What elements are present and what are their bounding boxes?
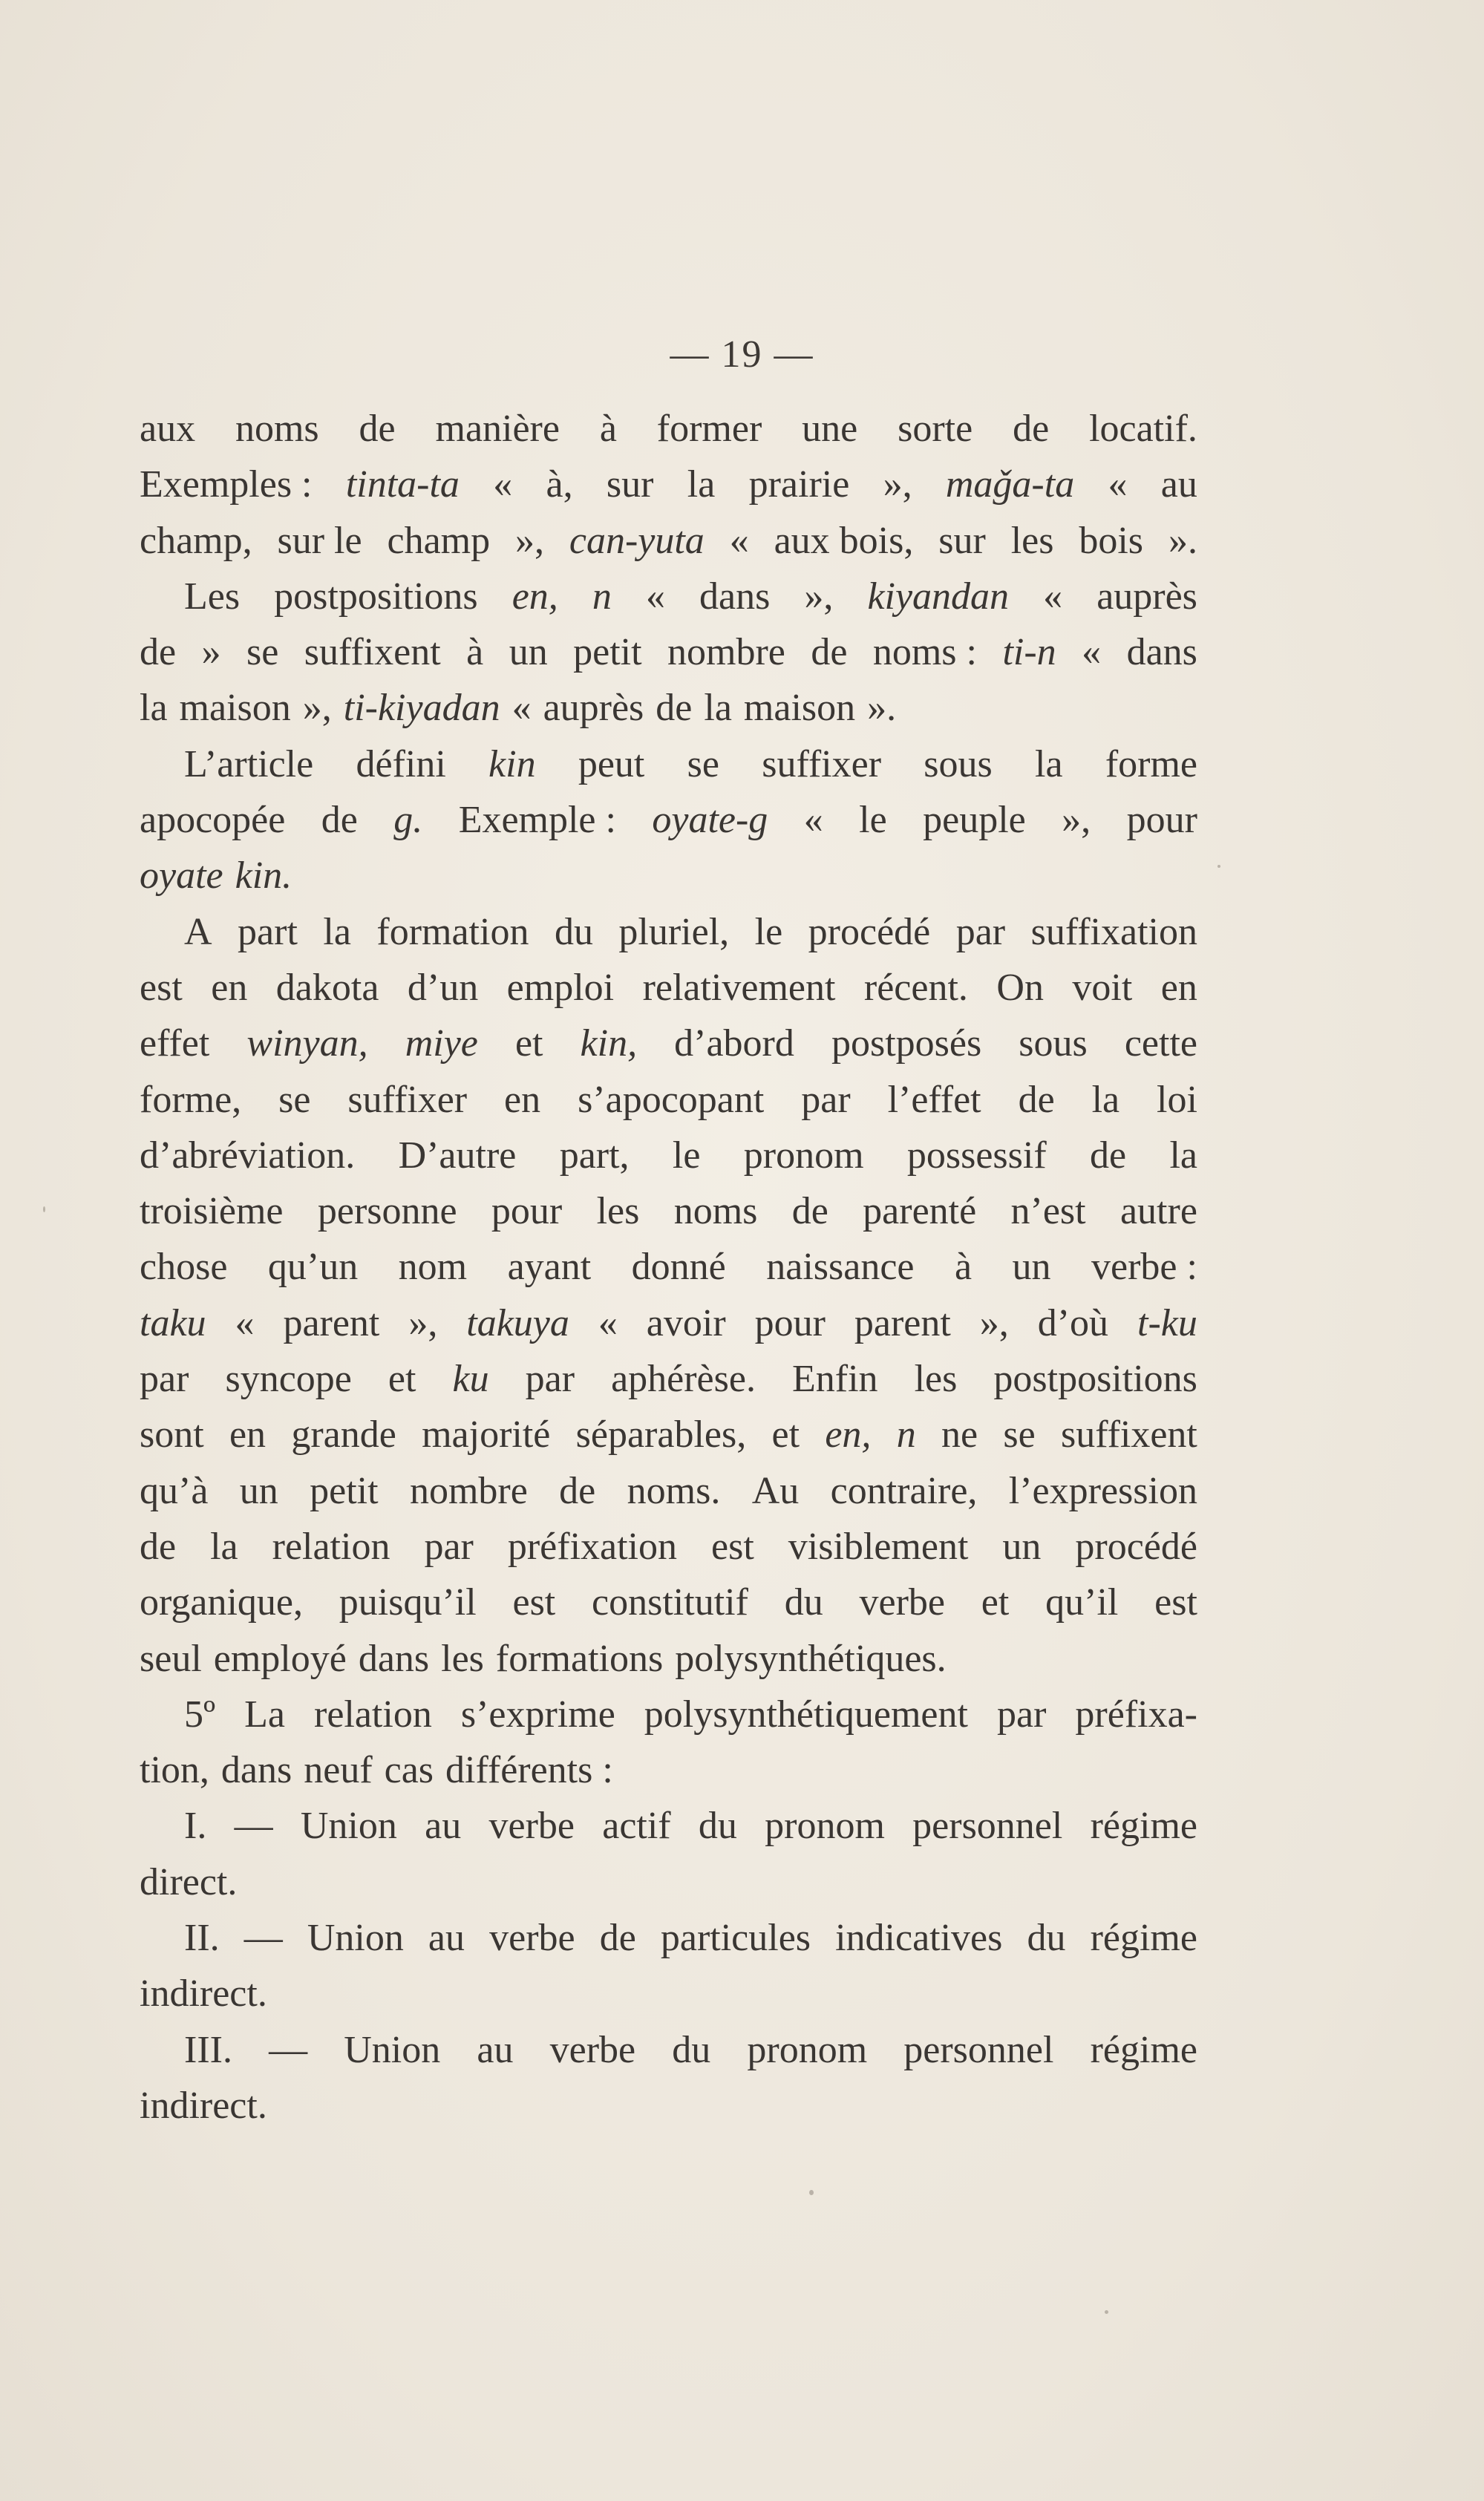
- text-line: [140, 1854, 1197, 1910]
- word: de: [559, 1469, 596, 1512]
- italic-word: g.: [393, 799, 423, 842]
- word: Union: [307, 1917, 404, 1960]
- word: par: [801, 1078, 851, 1121]
- word: le: [672, 1134, 701, 1177]
- word: peut: [578, 742, 645, 785]
- word: sous: [924, 742, 993, 785]
- word: ne: [941, 1413, 978, 1457]
- word: part: [238, 910, 298, 953]
- word: Exemple :: [458, 799, 616, 842]
- text-line: [140, 1910, 1197, 1966]
- word: qu’à: [140, 1469, 209, 1512]
- word: à: [466, 631, 484, 674]
- word: du: [672, 2028, 711, 2071]
- text-line: [140, 680, 1197, 736]
- word: de: [140, 631, 177, 674]
- word: «: [493, 463, 513, 506]
- word: Exemples :: [140, 463, 313, 506]
- word: prairie: [748, 463, 850, 506]
- paper-speck: [1105, 2310, 1108, 2314]
- italic-word: oyate-g: [652, 799, 768, 842]
- word: les: [441, 1637, 484, 1680]
- word: auprès: [1096, 575, 1197, 618]
- word: les: [1010, 519, 1054, 562]
- word: organique,: [140, 1581, 303, 1624]
- word: Au: [751, 1469, 800, 1512]
- word: forme: [1105, 742, 1197, 785]
- italic-word: ti-n: [1002, 631, 1056, 674]
- word: par: [424, 1525, 474, 1568]
- word: tion,: [140, 1749, 209, 1792]
- word: L’article: [184, 742, 314, 785]
- word: »,: [514, 519, 544, 562]
- word: se: [1003, 1413, 1036, 1457]
- word: 5º: [184, 1693, 216, 1736]
- word: suffixer: [762, 742, 882, 785]
- word: au: [428, 1917, 465, 1960]
- word: la: [1169, 1134, 1197, 1177]
- word: la: [323, 910, 351, 953]
- word: en: [504, 1078, 541, 1121]
- word: d’abréviation.: [140, 1134, 356, 1177]
- word: par: [955, 910, 1006, 953]
- word: «: [1108, 463, 1128, 506]
- word: verbe: [489, 1917, 575, 1960]
- word: effet: [140, 1022, 210, 1065]
- word: La: [244, 1693, 285, 1736]
- paper-speck: [1217, 865, 1220, 868]
- word: «: [1043, 575, 1063, 618]
- word: contraire,: [830, 1469, 978, 1512]
- word: un: [1002, 1525, 1042, 1568]
- word: dakota: [275, 966, 379, 1009]
- word: la: [687, 463, 716, 506]
- body-text: [140, 401, 1197, 2134]
- word: parent: [854, 1301, 951, 1344]
- text-line: [140, 1407, 1197, 1462]
- word: Union: [300, 1805, 397, 1848]
- text-line: [140, 401, 1197, 457]
- text-line: [140, 1798, 1197, 1854]
- italic-word: kiyandan: [867, 575, 1010, 618]
- word: relativement: [642, 966, 836, 1009]
- text-line: [140, 848, 1197, 903]
- word: —: [234, 1805, 273, 1848]
- paper-speck: [43, 1206, 45, 1212]
- italic-word: miye: [405, 1022, 478, 1065]
- word: de: [321, 799, 358, 842]
- word: II.: [184, 1917, 220, 1960]
- text-line: [140, 513, 1197, 569]
- text-line: [140, 1687, 1197, 1742]
- word: Les: [184, 575, 241, 618]
- italic-word: tinta-ta: [345, 463, 460, 506]
- word: de: [791, 1190, 828, 1233]
- text-line: [140, 1183, 1197, 1239]
- word: pour: [754, 1301, 826, 1344]
- word: forme,: [140, 1078, 242, 1121]
- paper-speck: [809, 2190, 814, 2195]
- word: sur: [938, 519, 986, 562]
- word: au: [425, 1805, 462, 1848]
- word: neuf: [304, 1749, 373, 1792]
- word: former: [656, 408, 762, 450]
- italic-word: t-ku: [1137, 1301, 1197, 1344]
- italic-word: ku: [452, 1358, 489, 1401]
- word: troisième: [140, 1190, 284, 1233]
- word: la: [1091, 1078, 1120, 1121]
- word: seul: [140, 1637, 202, 1680]
- word: cette: [1124, 1022, 1197, 1065]
- word: actif: [602, 1805, 671, 1848]
- word: aphérèse.: [611, 1358, 756, 1401]
- word: l’effet: [887, 1078, 981, 1121]
- word: petit: [310, 1469, 379, 1512]
- italic-word: taku: [140, 1301, 206, 1344]
- word: la: [704, 687, 732, 730]
- word: les: [596, 1190, 640, 1233]
- word: personne: [317, 1190, 457, 1233]
- word: sur: [606, 463, 654, 506]
- word: autre: [1119, 1190, 1197, 1233]
- word: de: [599, 1917, 636, 1960]
- word: se: [246, 631, 279, 674]
- word: puisqu’il: [339, 1581, 477, 1624]
- word: qu’un: [267, 1246, 359, 1289]
- word: verbe: [549, 2028, 636, 2071]
- word: »,: [408, 1301, 438, 1344]
- word: «: [729, 519, 749, 562]
- word: personnel: [912, 1805, 1063, 1848]
- word: «: [645, 575, 665, 618]
- text-line: [140, 960, 1197, 1016]
- word: dans: [699, 575, 771, 618]
- word: indirect.: [140, 2084, 267, 2127]
- word: de: [1090, 1134, 1127, 1177]
- word: relation: [314, 1693, 432, 1736]
- italic-word: en,: [511, 575, 558, 618]
- word: les: [914, 1358, 958, 1401]
- word: est: [140, 966, 183, 1009]
- word: se: [278, 1078, 311, 1121]
- word: et: [981, 1581, 1010, 1624]
- text-line: [140, 457, 1197, 512]
- word: pronom: [765, 1805, 885, 1848]
- text-line: [140, 1072, 1197, 1128]
- word: la: [210, 1525, 238, 1568]
- text-line: [140, 1463, 1197, 1519]
- word: en: [1160, 966, 1197, 1009]
- word: du: [784, 1581, 823, 1624]
- word: du: [1027, 1917, 1066, 1960]
- word: pronom: [747, 2028, 868, 2071]
- word: grande: [291, 1413, 396, 1457]
- word: préfixa-: [1075, 1693, 1197, 1736]
- word: A: [184, 910, 212, 953]
- word: suffixation: [1030, 910, 1197, 953]
- word: et: [388, 1358, 416, 1401]
- word: champ: [387, 519, 491, 562]
- word: loi: [1157, 1078, 1197, 1121]
- word: locatif.: [1089, 408, 1197, 450]
- word: sont: [140, 1413, 204, 1457]
- word: et: [771, 1413, 800, 1457]
- word: au: [477, 2028, 514, 2071]
- word: d’où: [1037, 1301, 1109, 1344]
- word: sorte: [898, 408, 973, 450]
- word: maison: [743, 687, 856, 730]
- word: un: [509, 631, 548, 674]
- word: noms.: [627, 1469, 721, 1512]
- word: un: [1012, 1246, 1051, 1289]
- word: séparables,: [575, 1413, 747, 1457]
- word: est: [512, 1581, 556, 1624]
- italic-word: kin.: [235, 854, 292, 898]
- italic-word: can-yuta: [569, 519, 705, 562]
- word: petit: [573, 631, 642, 674]
- word: suffixent: [1060, 1413, 1197, 1457]
- word: de: [1013, 408, 1050, 450]
- word: le: [859, 799, 887, 842]
- word: formations: [495, 1637, 664, 1680]
- word: I.: [184, 1805, 207, 1848]
- text-line: [140, 569, 1197, 624]
- word: »,: [302, 687, 332, 730]
- word: noms :: [872, 631, 977, 674]
- word: avoir: [646, 1301, 726, 1344]
- word: par: [525, 1358, 575, 1401]
- word: chose: [140, 1246, 228, 1289]
- word: d’abord: [674, 1022, 794, 1065]
- word: la: [140, 687, 168, 730]
- word: et: [514, 1022, 543, 1065]
- word: postpositions: [993, 1358, 1197, 1401]
- word: de: [1018, 1078, 1055, 1121]
- word: constitutif: [592, 1581, 748, 1624]
- word: personnel: [903, 2028, 1054, 2071]
- word: sous: [1019, 1022, 1088, 1065]
- word: en: [229, 1413, 267, 1457]
- word: relation: [272, 1525, 390, 1568]
- word: —: [269, 2028, 308, 2071]
- word: régime: [1090, 1805, 1197, 1848]
- word: auprès: [543, 687, 644, 730]
- word: nom: [398, 1246, 468, 1289]
- word: Enfin: [792, 1358, 878, 1401]
- word: régime: [1090, 1917, 1197, 1960]
- word: préfixation: [507, 1525, 677, 1568]
- word: s’exprime: [460, 1693, 615, 1736]
- word: «: [598, 1301, 618, 1344]
- word: verbe :: [1091, 1246, 1197, 1289]
- word: visiblement: [788, 1525, 969, 1568]
- word: parenté: [863, 1190, 977, 1233]
- text-line: [140, 1966, 1197, 2021]
- word: polysynthétiques.: [675, 1637, 947, 1680]
- word: de: [359, 408, 396, 450]
- word: majorité: [422, 1413, 551, 1457]
- word: voit: [1072, 966, 1133, 1009]
- italic-word: n: [592, 575, 612, 618]
- word: part,: [559, 1134, 630, 1177]
- text-line: [140, 736, 1197, 792]
- word: le: [754, 910, 783, 953]
- word: dans: [220, 1749, 292, 1792]
- text-line: [140, 1351, 1197, 1407]
- italic-word: oyate: [140, 854, 223, 898]
- word: une: [802, 408, 858, 450]
- word: est: [711, 1525, 754, 1568]
- text-line: [140, 1295, 1197, 1351]
- word: parent: [283, 1301, 380, 1344]
- word: employé: [213, 1637, 347, 1680]
- word: en: [211, 966, 248, 1009]
- word: d’un: [407, 966, 479, 1009]
- word: syncope: [225, 1358, 352, 1401]
- word: postposés: [831, 1022, 982, 1065]
- word: verbe: [488, 1805, 575, 1848]
- word: pour: [491, 1190, 563, 1233]
- word: champ,: [140, 519, 252, 562]
- word: pluriel,: [618, 910, 730, 953]
- word: particules: [660, 1917, 811, 1960]
- text-line: [140, 1631, 1197, 1687]
- word: par: [996, 1693, 1047, 1736]
- italic-word: maǧa-ta: [945, 463, 1075, 506]
- word: peuple: [923, 799, 1026, 842]
- text-line: [140, 1128, 1197, 1183]
- italic-word: ti-kiyadan: [343, 687, 500, 730]
- word: aux: [140, 408, 196, 450]
- word: suffixent: [304, 631, 441, 674]
- word: de: [811, 631, 848, 674]
- word: bois: [1079, 519, 1144, 562]
- text-line: [140, 1519, 1197, 1575]
- word: »,: [979, 1301, 1009, 1344]
- word: verbe: [859, 1581, 945, 1624]
- word: défini: [356, 742, 446, 785]
- word: du: [554, 910, 593, 953]
- word: »,: [1062, 799, 1091, 842]
- text-line: [140, 904, 1197, 960]
- word: un: [239, 1469, 278, 1512]
- word: pour: [1126, 799, 1197, 842]
- word: indirect.: [140, 1972, 267, 2015]
- word: On: [996, 966, 1044, 1009]
- word: à: [599, 408, 617, 450]
- word: apocopée: [140, 799, 286, 842]
- word: dans: [358, 1637, 430, 1680]
- word: aux bois,: [774, 519, 914, 562]
- word: postpositions: [274, 575, 478, 618]
- word: donné: [631, 1246, 726, 1289]
- text-line: [140, 2078, 1197, 2134]
- word: possessif: [906, 1134, 1047, 1177]
- word: pronom: [743, 1134, 864, 1177]
- text-line: [140, 624, 1197, 680]
- text-line: [140, 2022, 1197, 2078]
- word: différents :: [445, 1749, 613, 1792]
- italic-word: n: [896, 1413, 916, 1457]
- word: à,: [546, 463, 573, 506]
- word: dans: [1126, 631, 1197, 674]
- word: procédé: [1075, 1525, 1197, 1568]
- italic-word: kin,: [580, 1022, 638, 1065]
- word: emploi: [506, 966, 615, 1009]
- word: Union: [344, 2028, 441, 2071]
- italic-word: takuya: [466, 1301, 569, 1344]
- text-line: [140, 1575, 1197, 1630]
- word: la: [1035, 742, 1063, 785]
- word: noms: [673, 1190, 758, 1233]
- word: à: [954, 1246, 973, 1289]
- word: indicatives: [835, 1917, 1003, 1960]
- text-line: [140, 792, 1197, 848]
- word: »,: [883, 463, 912, 506]
- text-line: [140, 1239, 1197, 1295]
- word: »: [201, 631, 221, 674]
- italic-word: en,: [825, 1413, 872, 1457]
- word: direct.: [140, 1860, 238, 1903]
- italic-word: kin: [488, 742, 536, 785]
- word: récent.: [863, 966, 968, 1009]
- word: au: [1160, 463, 1197, 506]
- word: de: [140, 1525, 177, 1568]
- word: «: [235, 1301, 255, 1344]
- word: de: [656, 687, 693, 730]
- word: nombre: [667, 631, 785, 674]
- word: ».: [1168, 519, 1197, 562]
- word: D’autre: [398, 1134, 517, 1177]
- word: —: [243, 1917, 283, 1960]
- page-number: — 19 —: [670, 333, 814, 376]
- word: s’apocopant: [578, 1078, 765, 1121]
- word: »,: [804, 575, 834, 618]
- word: manière: [435, 408, 560, 450]
- word: est: [1154, 1581, 1197, 1624]
- word: se: [687, 742, 719, 785]
- text-line: [140, 1742, 1197, 1798]
- word: qu’il: [1045, 1581, 1119, 1624]
- word: III.: [184, 2028, 232, 2071]
- word: cas: [384, 1749, 434, 1792]
- word: ayant: [507, 1246, 592, 1289]
- word: procédé: [808, 910, 931, 953]
- word: noms: [235, 408, 319, 450]
- word: «: [511, 687, 532, 730]
- text-line: [140, 1016, 1197, 1071]
- word: du: [698, 1805, 737, 1848]
- word: naissance: [766, 1246, 915, 1289]
- word: sur le: [277, 519, 362, 562]
- word: l’expression: [1008, 1469, 1197, 1512]
- word: «: [803, 799, 823, 842]
- word: par: [140, 1358, 189, 1401]
- word: ».: [867, 687, 897, 730]
- word: polysynthétiquement: [644, 1693, 968, 1736]
- word: régime: [1090, 2028, 1197, 2071]
- word: n’est: [1010, 1190, 1086, 1233]
- word: formation: [376, 910, 529, 953]
- italic-word: winyan,: [246, 1022, 368, 1065]
- word: suffixer: [347, 1078, 468, 1121]
- word: «: [1082, 631, 1102, 674]
- word: nombre: [409, 1469, 528, 1512]
- word: maison: [179, 687, 291, 730]
